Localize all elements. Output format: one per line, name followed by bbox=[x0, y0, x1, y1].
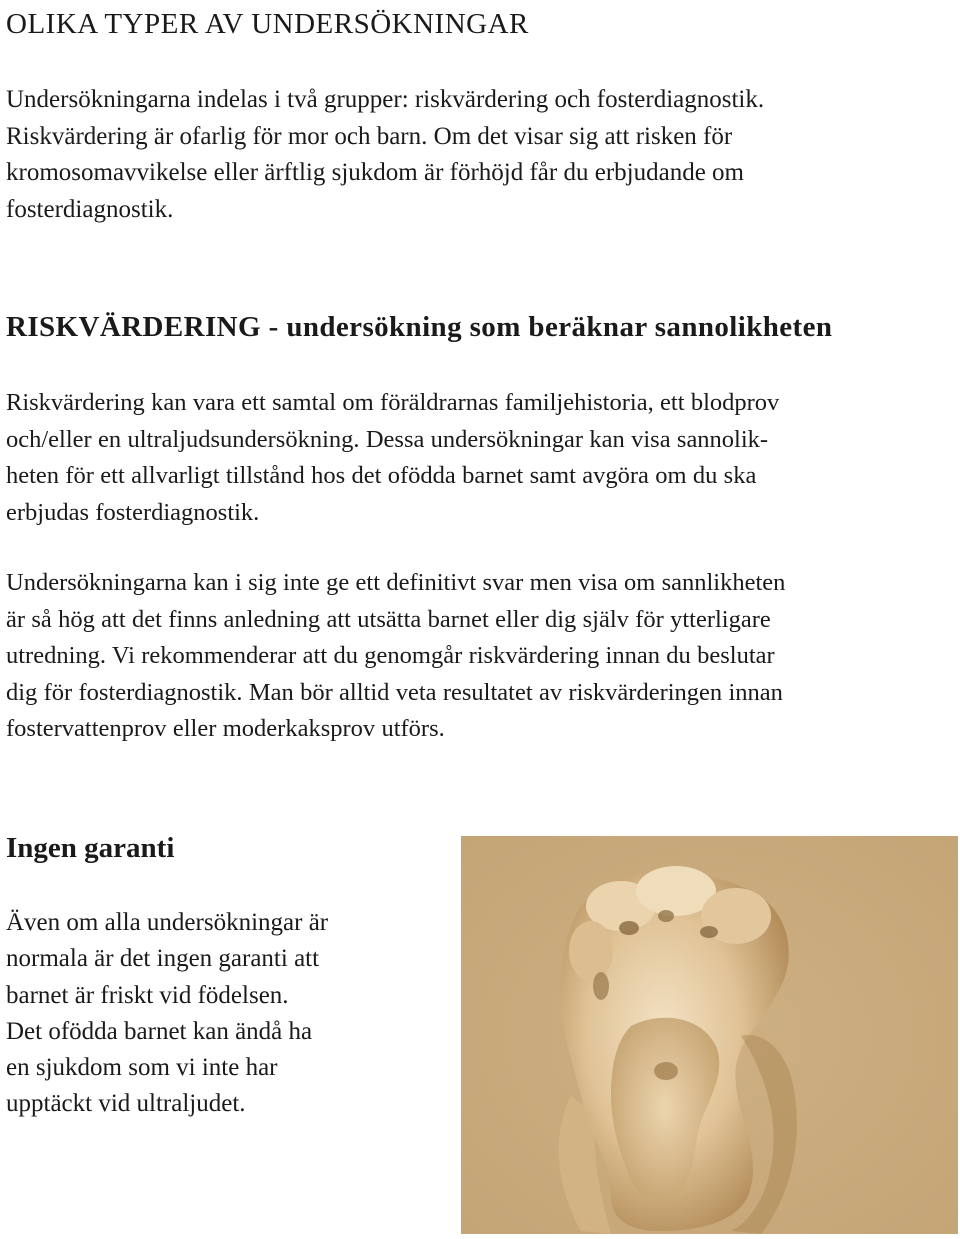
paragraph-line: Riskvärdering kan vara ett samtal om föräldrarnas familjehistoria, ett blodprov bbox=[6, 389, 780, 416]
paragraph-line: är så hög att det finns anledning att utsätta barnet eller dig själv för ytterligare bbox=[6, 605, 771, 633]
intro-paragraph bbox=[6, 82, 936, 228]
intro-line: Undersökningarna indelas i två grupper: riskvärdering och fosterdiagnostik. bbox=[6, 86, 765, 113]
riskvardering-paragraph-2 bbox=[6, 565, 958, 748]
paragraph-line: dig för fosterdiagnostik. Man bör alltid veta resultatet av riskvärderingen innan bbox=[6, 678, 783, 706]
riskvardering-paragraph-1 bbox=[6, 385, 958, 531]
paragraph-line: upptäckt vid ultraljudet. bbox=[6, 1090, 246, 1118]
paragraph-line: Det ofödda barnet kan ändå ha bbox=[6, 1017, 313, 1045]
paragraph-line: erbjudas fosterdiagnostik. bbox=[6, 498, 260, 526]
intro-line: Riskvärdering är ofarlig för mor och barn. Om det visar sig att risken för bbox=[6, 122, 733, 150]
garanti-heading: Ingen garanti bbox=[6, 832, 175, 864]
intro-line: fosterdiagnostik. bbox=[6, 195, 174, 223]
paragraph-line: heten för ett allvarligt tillstånd hos det ofödda barnet samt avgöra om du ska bbox=[6, 462, 757, 490]
paragraph-line: Undersökningarna kan i sig inte ge ett definitivt svar men visa om sannlikheten bbox=[6, 569, 786, 596]
paragraph-line: Även om alla undersökningar är bbox=[6, 909, 329, 936]
paragraph-line: utredning. Vi rekommenderar att du genomgår riskvärdering innan du beslutar bbox=[6, 642, 775, 670]
page-title: OLIKA TYPER AV UNDERSÖKNINGAR bbox=[6, 8, 529, 40]
paragraph-line: och/eller en ultraljudsundersökning. Dessa undersökningar kan visa sannolik- bbox=[6, 425, 769, 453]
ultrasound-fetus-icon bbox=[461, 836, 958, 1234]
paragraph-line: barnet är friskt vid födelsen. bbox=[6, 981, 289, 1009]
paragraph-line: fostervattenprov eller moderkaksprov utförs. bbox=[6, 715, 445, 743]
garanti-paragraph bbox=[6, 905, 426, 1123]
paragraph-line: en sjukdom som vi inte har bbox=[6, 1054, 278, 1082]
ultrasound-fetus-image bbox=[461, 836, 958, 1234]
riskvardering-heading: RISKVÄRDERING - undersökning som beräknar sannolikheten bbox=[6, 311, 833, 343]
paragraph-line: normala är det ingen garanti att bbox=[6, 945, 320, 973]
intro-line: kromosomavvikelse eller ärftlig sjukdom är förhöjd får du erbjudande om bbox=[6, 159, 744, 186]
